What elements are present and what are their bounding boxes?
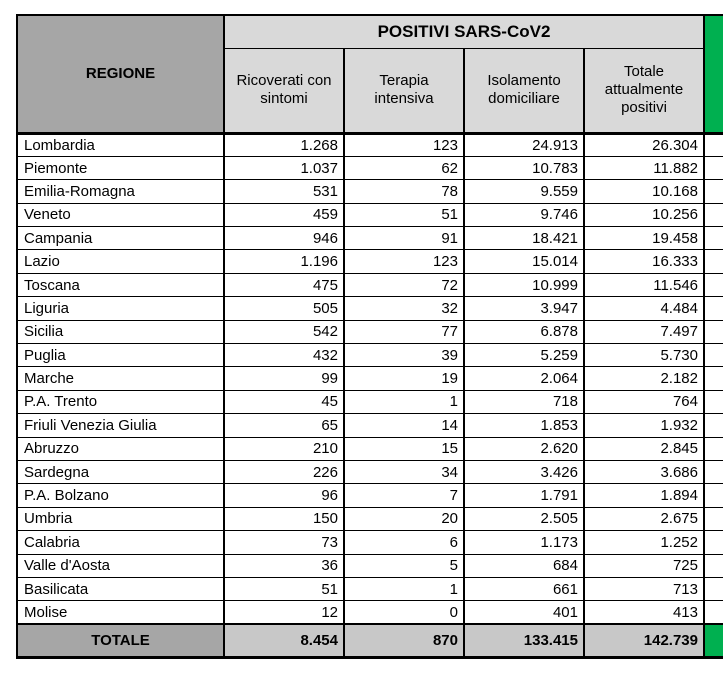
value-cell: 19.458 [584, 227, 704, 250]
table-row [17, 180, 723, 203]
right-margin-cell [704, 367, 723, 390]
table-row [17, 437, 723, 460]
right-margin-cell [704, 227, 723, 250]
value-cell: 475 [224, 273, 344, 296]
table-row [17, 344, 723, 367]
table-row [17, 460, 723, 483]
region-name: P.A. Bolzano [17, 484, 224, 507]
value-cell: 62 [344, 156, 464, 179]
column-header-ricoverati: Ricoverati con sintomi [224, 48, 344, 133]
table-row [17, 390, 723, 413]
value-cell: 150 [224, 507, 344, 530]
table-row [17, 601, 723, 624]
value-cell: 2.845 [584, 437, 704, 460]
value-cell: 432 [224, 344, 344, 367]
right-margin-cell [704, 554, 723, 577]
right-margin-cell [704, 203, 723, 226]
covid-positives-table [16, 14, 723, 659]
value-cell: 401 [464, 601, 584, 624]
table-row [17, 577, 723, 600]
totals-value-cell: 8.454 [224, 624, 344, 657]
value-cell: 11.882 [584, 156, 704, 179]
value-cell: 5.259 [464, 344, 584, 367]
right-margin-cell [704, 484, 723, 507]
table-row [17, 484, 723, 507]
value-cell: 77 [344, 320, 464, 343]
value-cell: 91 [344, 227, 464, 250]
value-cell: 24.913 [464, 133, 584, 156]
value-cell: 39 [344, 344, 464, 367]
column-header-isolamento: Isolamento domiciliare [464, 48, 584, 133]
table-row [17, 531, 723, 554]
value-cell: 505 [224, 297, 344, 320]
value-cell: 9.559 [464, 180, 584, 203]
value-cell: 65 [224, 414, 344, 437]
right-margin-cell [704, 507, 723, 530]
value-cell: 5 [344, 554, 464, 577]
table-row [17, 367, 723, 390]
column-header-terapia: Terapia intensiva [344, 48, 464, 133]
value-cell: 34 [344, 460, 464, 483]
region-name: Piemonte [17, 156, 224, 179]
table-row [17, 507, 723, 530]
value-cell: 10.783 [464, 156, 584, 179]
value-cell: 2.675 [584, 507, 704, 530]
value-cell: 661 [464, 577, 584, 600]
value-cell: 1.252 [584, 531, 704, 554]
value-cell: 226 [224, 460, 344, 483]
right-margin-cell [704, 460, 723, 483]
region-name: Lazio [17, 250, 224, 273]
value-cell: 5.730 [584, 344, 704, 367]
value-cell: 6.878 [464, 320, 584, 343]
value-cell: 78 [344, 180, 464, 203]
region-name: Campania [17, 227, 224, 250]
region-name: Toscana [17, 273, 224, 296]
value-cell: 15.014 [464, 250, 584, 273]
table-row [17, 320, 723, 343]
region-name: Marche [17, 367, 224, 390]
table-title: POSITIVI SARS-CoV2 [224, 15, 704, 48]
value-cell: 2.620 [464, 437, 584, 460]
totals-label: TOTALE [17, 624, 224, 657]
value-cell: 2.182 [584, 367, 704, 390]
region-name: Lombardia [17, 133, 224, 156]
table-row [17, 297, 723, 320]
right-margin-cell [704, 390, 723, 413]
value-cell: 51 [224, 577, 344, 600]
value-cell: 1.196 [224, 250, 344, 273]
value-cell: 946 [224, 227, 344, 250]
right-margin-cell [704, 273, 723, 296]
region-name: Sardegna [17, 460, 224, 483]
value-cell: 10.168 [584, 180, 704, 203]
value-cell: 3.426 [464, 460, 584, 483]
region-name: Sicilia [17, 320, 224, 343]
right-margin-cell [704, 577, 723, 600]
value-cell: 7 [344, 484, 464, 507]
totals-row [17, 624, 723, 657]
table-row [17, 273, 723, 296]
region-name: Molise [17, 601, 224, 624]
right-margin-cell [704, 344, 723, 367]
value-cell: 26.304 [584, 133, 704, 156]
value-cell: 36 [224, 554, 344, 577]
table-row [17, 414, 723, 437]
value-cell: 413 [584, 601, 704, 624]
value-cell: 32 [344, 297, 464, 320]
value-cell: 459 [224, 203, 344, 226]
value-cell: 210 [224, 437, 344, 460]
region-name: Liguria [17, 297, 224, 320]
region-name: Umbria [17, 507, 224, 530]
value-cell: 1.791 [464, 484, 584, 507]
value-cell: 9.746 [464, 203, 584, 226]
value-cell: 96 [224, 484, 344, 507]
value-cell: 19 [344, 367, 464, 390]
value-cell: 10.256 [584, 203, 704, 226]
table-row [17, 203, 723, 226]
value-cell: 684 [464, 554, 584, 577]
region-name: Puglia [17, 344, 224, 367]
value-cell: 72 [344, 273, 464, 296]
region-column-header: REGIONE [17, 15, 224, 133]
value-cell: 51 [344, 203, 464, 226]
totals-value-cell: 870 [344, 624, 464, 657]
value-cell: 6 [344, 531, 464, 554]
right-margin-cell [704, 180, 723, 203]
value-cell: 10.999 [464, 273, 584, 296]
region-name: Friuli Venezia Giulia [17, 414, 224, 437]
title-row [17, 15, 723, 48]
value-cell: 1.853 [464, 414, 584, 437]
right-margin-cell [704, 156, 723, 179]
value-cell: 713 [584, 577, 704, 600]
totals-value-cell: 133.415 [464, 624, 584, 657]
value-cell: 764 [584, 390, 704, 413]
table-row [17, 156, 723, 179]
table-row [17, 133, 723, 156]
region-name: Valle d'Aosta [17, 554, 224, 577]
green-accent-header-cell [704, 15, 723, 133]
value-cell: 14 [344, 414, 464, 437]
value-cell: 1.268 [224, 133, 344, 156]
value-cell: 7.497 [584, 320, 704, 343]
value-cell: 725 [584, 554, 704, 577]
value-cell: 2.064 [464, 367, 584, 390]
value-cell: 73 [224, 531, 344, 554]
value-cell: 0 [344, 601, 464, 624]
value-cell: 1.932 [584, 414, 704, 437]
right-margin-cell [704, 531, 723, 554]
value-cell: 1 [344, 390, 464, 413]
value-cell: 542 [224, 320, 344, 343]
region-name: Veneto [17, 203, 224, 226]
right-margin-cell [704, 133, 723, 156]
totals-value-cell: 142.739 [584, 624, 704, 657]
value-cell: 20 [344, 507, 464, 530]
table-row [17, 227, 723, 250]
right-margin-cell [704, 414, 723, 437]
value-cell: 123 [344, 133, 464, 156]
value-cell: 3.947 [464, 297, 584, 320]
value-cell: 3.686 [584, 460, 704, 483]
region-name: Basilicata [17, 577, 224, 600]
region-name: Emilia-Romagna [17, 180, 224, 203]
value-cell: 1 [344, 577, 464, 600]
value-cell: 1.037 [224, 156, 344, 179]
value-cell: 18.421 [464, 227, 584, 250]
value-cell: 11.546 [584, 273, 704, 296]
region-name: P.A. Trento [17, 390, 224, 413]
region-name: Calabria [17, 531, 224, 554]
value-cell: 16.333 [584, 250, 704, 273]
table-row [17, 250, 723, 273]
value-cell: 45 [224, 390, 344, 413]
value-cell: 718 [464, 390, 584, 413]
right-margin-cell [704, 297, 723, 320]
right-margin-cell [704, 320, 723, 343]
value-cell: 1.894 [584, 484, 704, 507]
value-cell: 15 [344, 437, 464, 460]
value-cell: 123 [344, 250, 464, 273]
right-margin-cell [704, 250, 723, 273]
right-margin-cell [704, 437, 723, 460]
region-name: Abruzzo [17, 437, 224, 460]
value-cell: 4.484 [584, 297, 704, 320]
green-accent-total-cell [704, 624, 723, 657]
value-cell: 1.173 [464, 531, 584, 554]
value-cell: 99 [224, 367, 344, 390]
value-cell: 12 [224, 601, 344, 624]
table-row [17, 554, 723, 577]
column-header-totale: Totale attualmente positivi [584, 48, 704, 133]
right-margin-cell [704, 601, 723, 624]
value-cell: 531 [224, 180, 344, 203]
value-cell: 2.505 [464, 507, 584, 530]
